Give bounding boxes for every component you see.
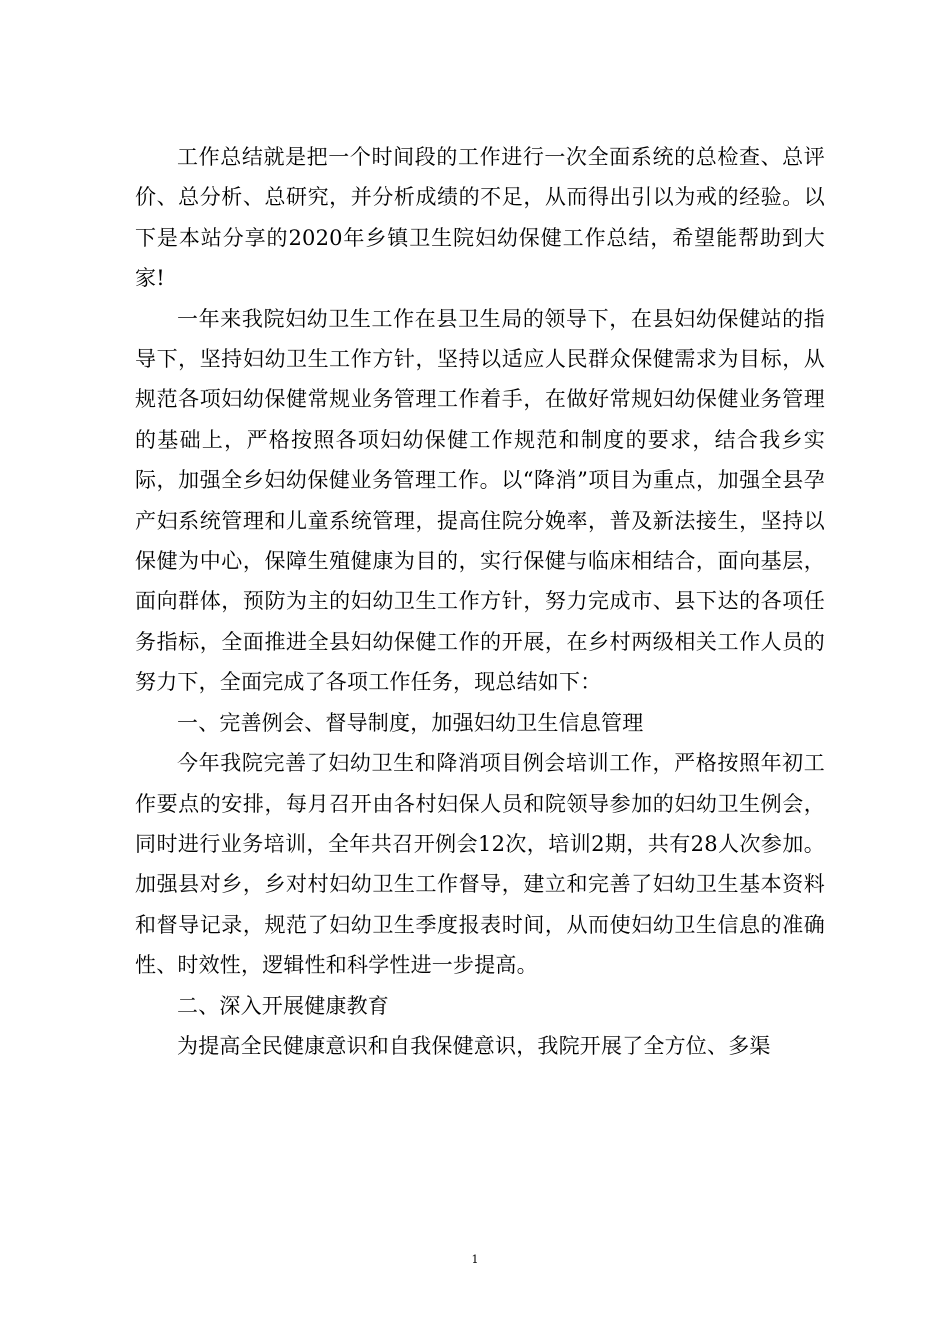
document-body	[135, 137, 825, 1066]
section-2-paragraph: 为提高全民健康意识和自我保健意识，我院开展了全方位、多渠	[177, 1033, 771, 1058]
section-1-paragraph: 今年我院完善了妇幼卫生和降消项目例会培训工作，严格按照年初工作要点的安排，每月召开由各村妇保人员和院领导参加的妇幼卫生例会，同时进行业务培训，全年共召开例会12次，培训2期，共有28人次参加。加强县对乡，乡对村妇幼卫生工作督导，建立和完善了妇幼卫生基本资料和督导记录，规范了妇幼卫生季度报表时间，从而使妇幼卫生信息的准确性、时效性，逻辑性和科学性进一步提高。	[135, 751, 825, 978]
section-heading-1: 一、完善例会、督导制度，加强妇幼卫生信息管理	[177, 710, 644, 735]
section-heading-2: 二、深入开展健康教育	[177, 993, 389, 1018]
overview-paragraph: 一年来我院妇幼卫生工作在县卫生局的领导下，在县妇幼保健站的指导下，坚持妇幼卫生工作方针，坚持以适应人民群众保健需求为目标，从规范各项妇幼保健常规业务管理工作着手，在做好常规妇幼保健业务管理的基础上，严格按照各项妇幼保健工作规范和制度的要求，结合我乡实际，加强全乡妇幼保健业务管理工作。以“降消”项目为重点，加强全县孕产妇系统管理和儿童系统管理，提高住院分娩率，普及新法接生，坚持以保健为中心，保障生殖健康为目的，实行保健与临床相结合，面向基层，面向群体，预防为主的妇幼卫生工作方针，努力完成市、县下达的各项任务指标，全面推进全县妇幼保健工作的开展，在乡村两级相关工作人员的努力下，全面完成了各项工作任务，现总结如下：	[135, 306, 825, 695]
intro-paragraph: 工作总结就是把一个时间段的工作进行一次全面系统的总检查、总评价、总分析、总研究，并分析成绩的不足，从而得出引以为戒的经验。以下是本站分享的2020年乡镇卫生院妇幼保健工作总结，希望能帮助到大家!	[135, 145, 825, 291]
page-number: 1	[471, 1253, 479, 1266]
